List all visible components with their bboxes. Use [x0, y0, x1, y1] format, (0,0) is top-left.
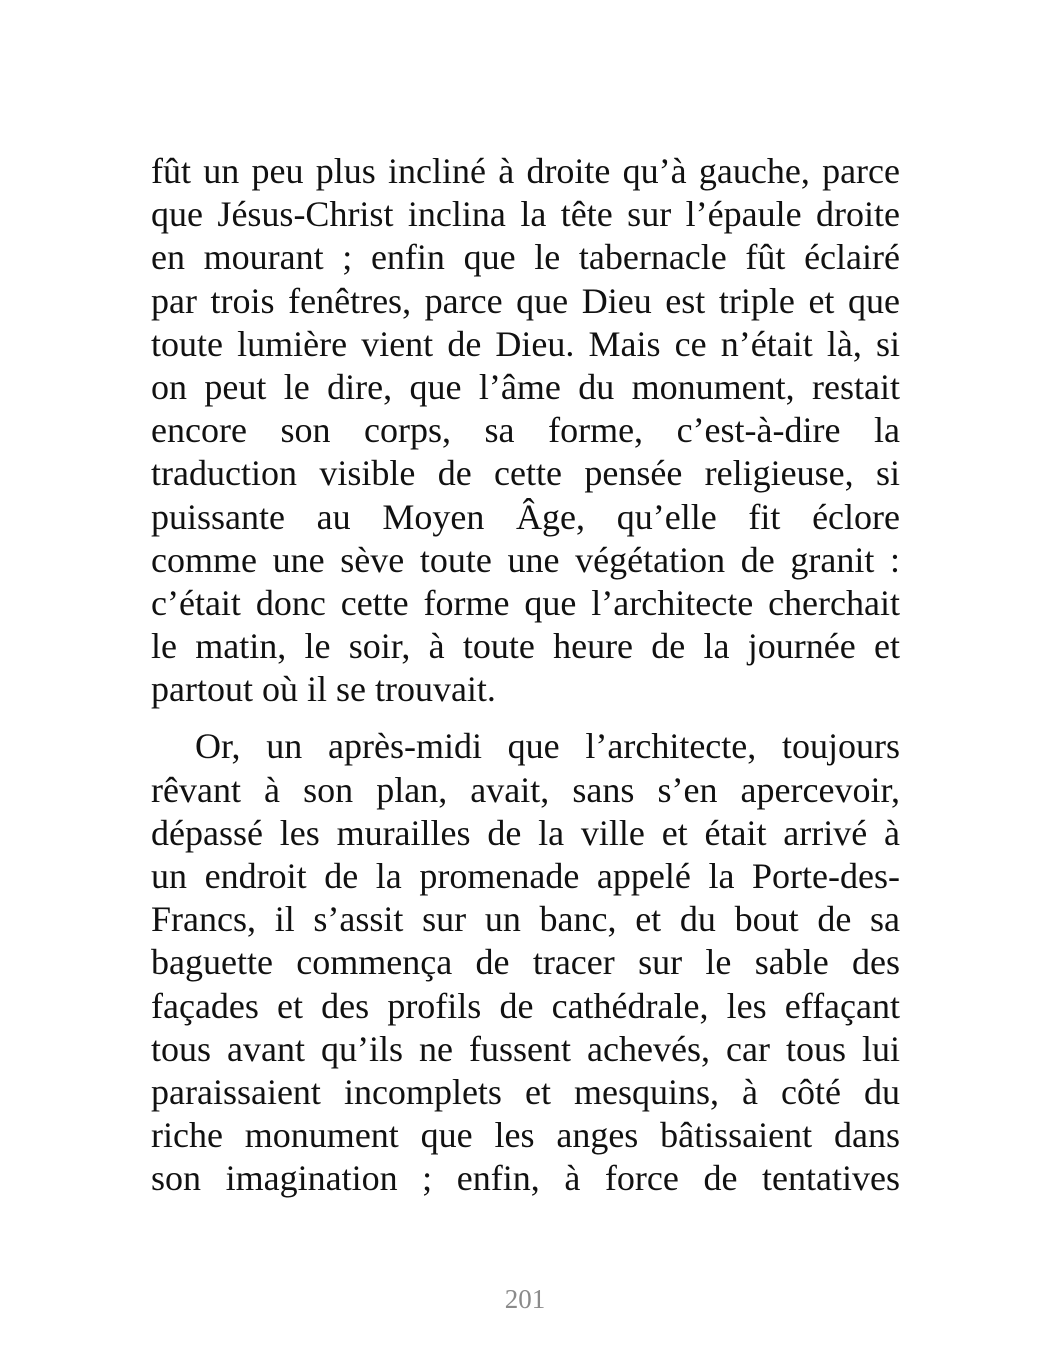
text-line: puissante au Moyen Âge, qu’elle fit éclore — [151, 496, 900, 537]
text-line: on peut le dire, que l’âme du monument, restait — [151, 366, 900, 407]
text-line: le matin, le soir, à toute heure de la journée et — [151, 626, 900, 667]
text-line: un endroit de la promenade appelé la Porte-des- — [151, 856, 900, 896]
text-line: tous avant qu’ils ne fussent achevés, car tous lui — [151, 1028, 900, 1069]
paragraph-1 — [151, 150, 900, 711]
text-line: comme une sève toute une végétation de granit : — [151, 539, 900, 580]
page-number: 201 — [504, 1284, 546, 1314]
paragraph-2 — [151, 725, 900, 1200]
text-line: partout où il se trouvait. — [151, 669, 496, 710]
text-line: par trois fenêtres, parce que Dieu est triple et que — [151, 280, 900, 321]
text-line: encore son corps, sa forme, c’est-à-dire la — [151, 410, 900, 451]
text-line: Francs, il s’assit sur un banc, et du bout de sa — [151, 899, 900, 940]
text-line: fût un peu plus incliné à droite qu’à gauche, parce — [151, 151, 900, 191]
text-line: traduction visible de cette pensée religieuse, si — [151, 453, 900, 494]
text-line: c’était donc cette forme que l’architecte cherchait — [151, 582, 900, 623]
body-text — [151, 150, 900, 1201]
text-line: dépassé les murailles de la ville et était arrivé à — [151, 812, 900, 853]
text-line: son imagination ; enfin, à force de tentatives — [151, 1158, 900, 1199]
text-line: baguette commença de tracer sur le sable des — [151, 942, 900, 983]
text-line: toute lumière vient de Dieu. Mais ce n’était là, si — [151, 323, 900, 364]
text-line: Or, un après-midi que l’architecte, toujours — [195, 726, 900, 767]
text-line: paraissaient incomplets et mesquins, à côté du — [151, 1071, 900, 1112]
text-line: façades et des profils de cathédrale, les effaçant — [151, 985, 900, 1026]
text-line: en mourant ; enfin que le tabernacle fût éclairé — [151, 237, 900, 278]
text-line: riche monument que les anges bâtissaient dans — [151, 1115, 900, 1156]
text-line: rêvant à son plan, avait, sans s’en apercevoir, — [151, 769, 900, 810]
text-line: que Jésus-Christ inclina la tête sur l’épaule droite — [151, 194, 900, 235]
